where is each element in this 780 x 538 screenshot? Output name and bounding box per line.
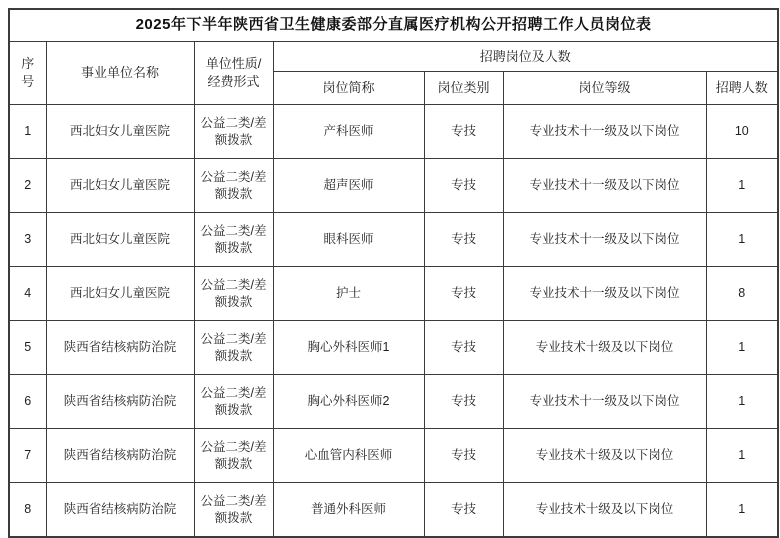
table-row [9,483,778,538]
cell-org: 陕西省结核病防治院 [46,483,194,538]
cell-level: 专业技术十一级及以下岗位 [503,375,706,429]
table-row [9,105,778,159]
cell-org: 陕西省结核病防治院 [46,321,194,375]
cell-category: 专技 [424,321,503,375]
cell-nature: 公益二类/差额拨款 [194,159,273,213]
cell-no: 6 [9,375,46,429]
cell-position: 产科医师 [273,105,424,159]
header-no: 序号 [9,42,46,105]
header-row-1 [9,42,778,72]
header-recruit-group: 招聘岗位及人数 [273,42,778,72]
cell-category: 专技 [424,429,503,483]
cell-no: 1 [9,105,46,159]
cell-nature: 公益二类/差额拨款 [194,375,273,429]
cell-position: 心血管内科医师 [273,429,424,483]
cell-no: 7 [9,429,46,483]
cell-category: 专技 [424,213,503,267]
cell-no: 5 [9,321,46,375]
cell-count: 1 [706,483,778,538]
cell-nature: 公益二类/差额拨款 [194,321,273,375]
cell-count: 1 [706,375,778,429]
cell-no: 8 [9,483,46,538]
cell-category: 专技 [424,375,503,429]
cell-nature: 公益二类/差额拨款 [194,483,273,538]
cell-count: 1 [706,429,778,483]
cell-org: 西北妇女儿童医院 [46,267,194,321]
cell-position: 胸心外科医师2 [273,375,424,429]
cell-level: 专业技术十级及以下岗位 [503,483,706,538]
cell-count: 8 [706,267,778,321]
cell-category: 专技 [424,267,503,321]
header-level: 岗位等级 [503,72,706,105]
cell-position: 胸心外科医师1 [273,321,424,375]
cell-position: 超声医师 [273,159,424,213]
cell-count: 10 [706,105,778,159]
cell-position: 眼科医师 [273,213,424,267]
cell-level: 专业技术十一级及以下岗位 [503,213,706,267]
table-row [9,213,778,267]
cell-count: 1 [706,159,778,213]
cell-count: 1 [706,321,778,375]
cell-level: 专业技术十一级及以下岗位 [503,267,706,321]
cell-nature: 公益二类/差额拨款 [194,213,273,267]
cell-org: 西北妇女儿童医院 [46,213,194,267]
cell-level: 专业技术十级及以下岗位 [503,429,706,483]
header-category: 岗位类别 [424,72,503,105]
header-count: 招聘人数 [706,72,778,105]
cell-level: 专业技术十级及以下岗位 [503,321,706,375]
table-row [9,321,778,375]
table-body [9,105,778,538]
cell-org: 西北妇女儿童医院 [46,159,194,213]
table-row [9,429,778,483]
cell-category: 专技 [424,159,503,213]
table-row [9,267,778,321]
cell-no: 3 [9,213,46,267]
table-row [9,159,778,213]
cell-nature: 公益二类/差额拨款 [194,267,273,321]
cell-org: 西北妇女儿童医院 [46,105,194,159]
cell-level: 专业技术十一级及以下岗位 [503,105,706,159]
cell-category: 专技 [424,483,503,538]
recruitment-table [8,8,779,538]
cell-position: 护士 [273,267,424,321]
header-nature: 单位性质/经费形式 [194,42,273,105]
title-row [9,9,778,42]
cell-no: 2 [9,159,46,213]
cell-org: 陕西省结核病防治院 [46,429,194,483]
cell-nature: 公益二类/差额拨款 [194,105,273,159]
cell-position: 普通外科医师 [273,483,424,538]
cell-nature: 公益二类/差额拨款 [194,429,273,483]
table-row [9,375,778,429]
header-org: 事业单位名称 [46,42,194,105]
cell-org: 陕西省结核病防治院 [46,375,194,429]
header-position: 岗位简称 [273,72,424,105]
cell-category: 专技 [424,105,503,159]
cell-no: 4 [9,267,46,321]
cell-count: 1 [706,213,778,267]
cell-level: 专业技术十一级及以下岗位 [503,159,706,213]
table-title: 2025年下半年陕西省卫生健康委部分直属医疗机构公开招聘工作人员岗位表 [9,9,778,42]
